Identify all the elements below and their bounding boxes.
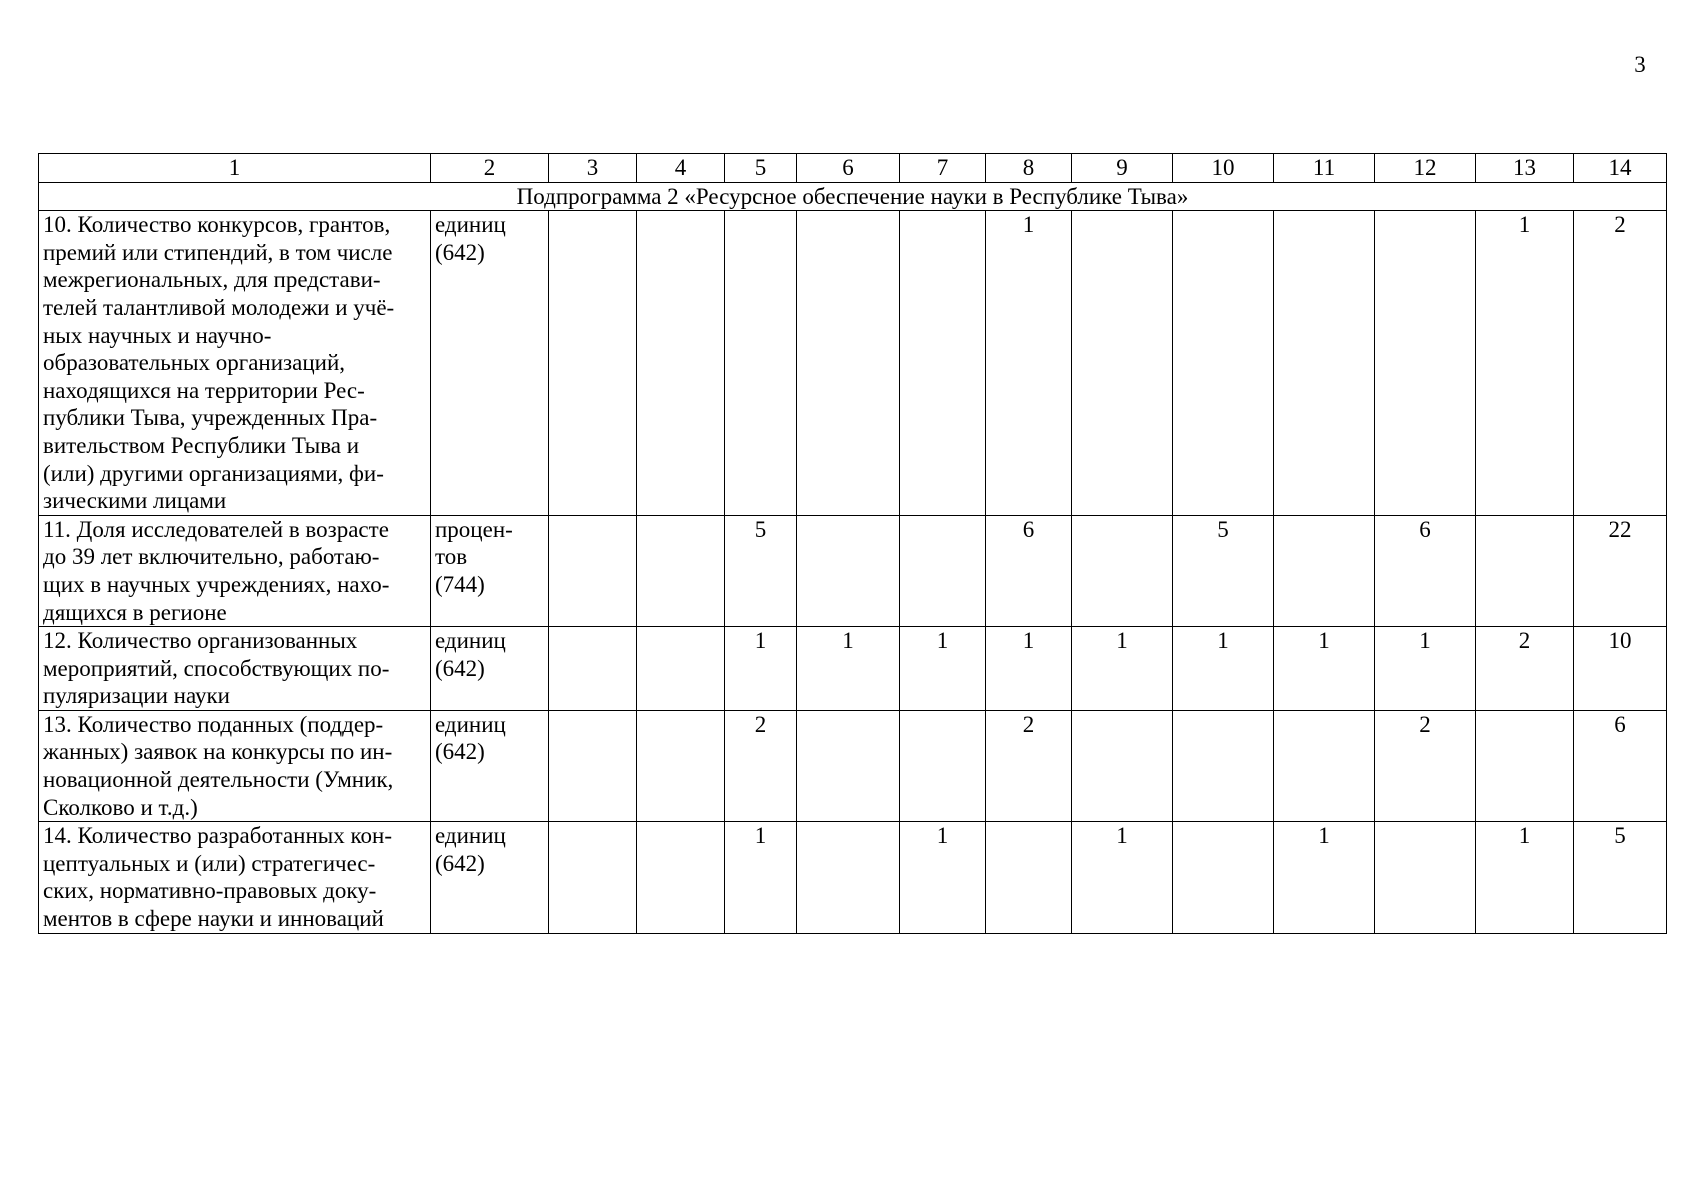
- header-cell: 3: [549, 154, 637, 183]
- unit-line: единиц: [435, 212, 506, 238]
- indicator-name-line: дящихся в регионе: [43, 599, 227, 625]
- value-cell: [725, 211, 797, 516]
- header-cell: 12: [1375, 154, 1476, 183]
- indicator-name-line: жанных) заявок на конкурсы по ин-: [43, 739, 393, 765]
- indicator-name-line: 12. Количество организованных: [43, 628, 358, 654]
- header-cell: 2: [431, 154, 549, 183]
- header-cell: 13: [1476, 154, 1574, 183]
- value-cell: [797, 710, 900, 821]
- indicator-name-line: 10. Количество конкурсов, грантов,: [43, 212, 391, 238]
- value-cell: 6: [986, 515, 1072, 626]
- table-row: [39, 627, 1667, 711]
- value-cell: 5: [1574, 822, 1667, 933]
- value-cell: [1072, 710, 1173, 821]
- value-cell: 2: [725, 710, 797, 821]
- indicator-name-line: мероприятий, способствующих по-: [43, 655, 390, 681]
- value-cell: [637, 710, 725, 821]
- value-cell: [1173, 211, 1274, 516]
- value-cell: [1274, 211, 1375, 516]
- value-cell: [1274, 710, 1375, 821]
- value-cell: 1: [986, 627, 1072, 711]
- indicator-name: [39, 822, 431, 933]
- indicator-name-line: находящихся на территории Рес-: [43, 377, 365, 403]
- value-cell: [900, 211, 986, 516]
- header-cell: 10: [1173, 154, 1274, 183]
- indicator-name-line: публики Тыва, учрежденных Пра-: [43, 405, 378, 431]
- value-cell: [1173, 822, 1274, 933]
- value-cell: 22: [1574, 515, 1667, 626]
- value-cell: 1: [1173, 627, 1274, 711]
- header-cell: 14: [1574, 154, 1667, 183]
- subprogram-title: Подпрограмма 2 «Ресурсное обеспечение науки в Республике Тыва»: [39, 182, 1667, 211]
- unit-line: (642): [435, 239, 485, 265]
- indicator-name-line: телей талантливой молодежи и учё-: [43, 294, 395, 320]
- value-cell: 1: [1274, 627, 1375, 711]
- value-cell: 5: [1173, 515, 1274, 626]
- value-cell: 5: [725, 515, 797, 626]
- value-cell: 1: [797, 627, 900, 711]
- unit-cell: [431, 710, 549, 821]
- indicators-table: [38, 153, 1667, 934]
- value-cell: 2: [986, 710, 1072, 821]
- indicator-name-line: межрегиональных, для представи-: [43, 267, 381, 293]
- header-cell: 6: [797, 154, 900, 183]
- unit-line: единиц: [435, 628, 506, 654]
- value-cell: 1: [1476, 211, 1574, 516]
- value-cell: [1173, 710, 1274, 821]
- unit-line: процен-: [435, 516, 513, 542]
- indicator-name-line: зическими лицами: [43, 488, 227, 514]
- value-cell: 1: [900, 822, 986, 933]
- value-cell: [549, 822, 637, 933]
- unit-cell: [431, 515, 549, 626]
- indicator-name-line: 14. Количество разработанных кон-: [43, 823, 392, 849]
- value-cell: 1: [986, 211, 1072, 516]
- header-cell: 9: [1072, 154, 1173, 183]
- indicator-name-line: ских, нормативно-правовых доку-: [43, 878, 377, 904]
- value-cell: [1476, 710, 1574, 821]
- unit-cell: [431, 211, 549, 516]
- value-cell: 1: [725, 627, 797, 711]
- indicator-name-line: цептуальных и (или) стратегичес-: [43, 850, 376, 876]
- value-cell: [637, 627, 725, 711]
- table-row: [39, 515, 1667, 626]
- value-cell: [549, 710, 637, 821]
- value-cell: [900, 515, 986, 626]
- header-cell: 5: [725, 154, 797, 183]
- indicator-name-line: до 39 лет включительно, работаю-: [43, 544, 380, 570]
- value-cell: [900, 710, 986, 821]
- indicator-name-line: ментов в сфере науки и инноваций: [43, 906, 384, 932]
- value-cell: 1: [1072, 627, 1173, 711]
- unit-line: единиц: [435, 711, 506, 737]
- indicator-name-line: Сколково и т.д.): [43, 794, 198, 820]
- table-row: [39, 710, 1667, 821]
- indicator-name-line: (или) другими организациями, фи-: [43, 460, 384, 486]
- value-cell: 1: [725, 822, 797, 933]
- indicator-name-line: 11. Доля исследователей в возрасте: [43, 516, 389, 542]
- value-cell: [986, 822, 1072, 933]
- subprogram-row: [39, 182, 1667, 211]
- value-cell: 1: [900, 627, 986, 711]
- header-cell: 11: [1274, 154, 1375, 183]
- indicator-name: [39, 211, 431, 516]
- header-cell: 1: [39, 154, 431, 183]
- value-cell: [797, 211, 900, 516]
- indicator-name: [39, 515, 431, 626]
- header-cell: 8: [986, 154, 1072, 183]
- indicator-name-line: вительством Республики Тыва и: [43, 432, 360, 458]
- value-cell: [637, 211, 725, 516]
- value-cell: [549, 211, 637, 516]
- unit-line: (744): [435, 571, 485, 597]
- value-cell: 10: [1574, 627, 1667, 711]
- table-row: [39, 822, 1667, 933]
- value-cell: [1072, 515, 1173, 626]
- indicator-name-line: новационной деятельности (Умник,: [43, 767, 394, 793]
- value-cell: 2: [1476, 627, 1574, 711]
- value-cell: 1: [1375, 627, 1476, 711]
- unit-line: тов: [435, 544, 468, 570]
- header-cell: 7: [900, 154, 986, 183]
- unit-cell: [431, 822, 549, 933]
- unit-line: (642): [435, 655, 485, 681]
- value-cell: [1375, 211, 1476, 516]
- page-number: 3: [1634, 52, 1646, 77]
- value-cell: [637, 822, 725, 933]
- value-cell: [549, 627, 637, 711]
- value-cell: 6: [1574, 710, 1667, 821]
- unit-line: (642): [435, 850, 485, 876]
- indicator-name-line: образовательных организаций,: [43, 350, 345, 376]
- value-cell: [1274, 515, 1375, 626]
- value-cell: [637, 515, 725, 626]
- value-cell: 1: [1476, 822, 1574, 933]
- value-cell: [549, 515, 637, 626]
- value-cell: [1375, 822, 1476, 933]
- value-cell: [1476, 515, 1574, 626]
- value-cell: [1072, 211, 1173, 516]
- indicator-name-line: ных научных и научно-: [43, 322, 272, 348]
- header-cell: 4: [637, 154, 725, 183]
- table-row: [39, 211, 1667, 516]
- unit-line: (642): [435, 739, 485, 765]
- indicator-name-line: 13. Количество поданных (поддер-: [43, 711, 384, 737]
- value-cell: [797, 515, 900, 626]
- value-cell: 2: [1375, 710, 1476, 821]
- value-cell: 1: [1274, 822, 1375, 933]
- indicator-name: [39, 627, 431, 711]
- unit-line: единиц: [435, 823, 506, 849]
- value-cell: 2: [1574, 211, 1667, 516]
- header-row: [39, 154, 1667, 183]
- indicator-name-line: щих в научных учреждениях, нахо-: [43, 571, 390, 597]
- value-cell: 1: [1072, 822, 1173, 933]
- indicator-name-line: премий или стипендий, в том числе: [43, 239, 393, 265]
- indicator-name-line: пуляризации науки: [43, 683, 230, 709]
- unit-cell: [431, 627, 549, 711]
- value-cell: 6: [1375, 515, 1476, 626]
- indicator-name: [39, 710, 431, 821]
- value-cell: [797, 822, 900, 933]
